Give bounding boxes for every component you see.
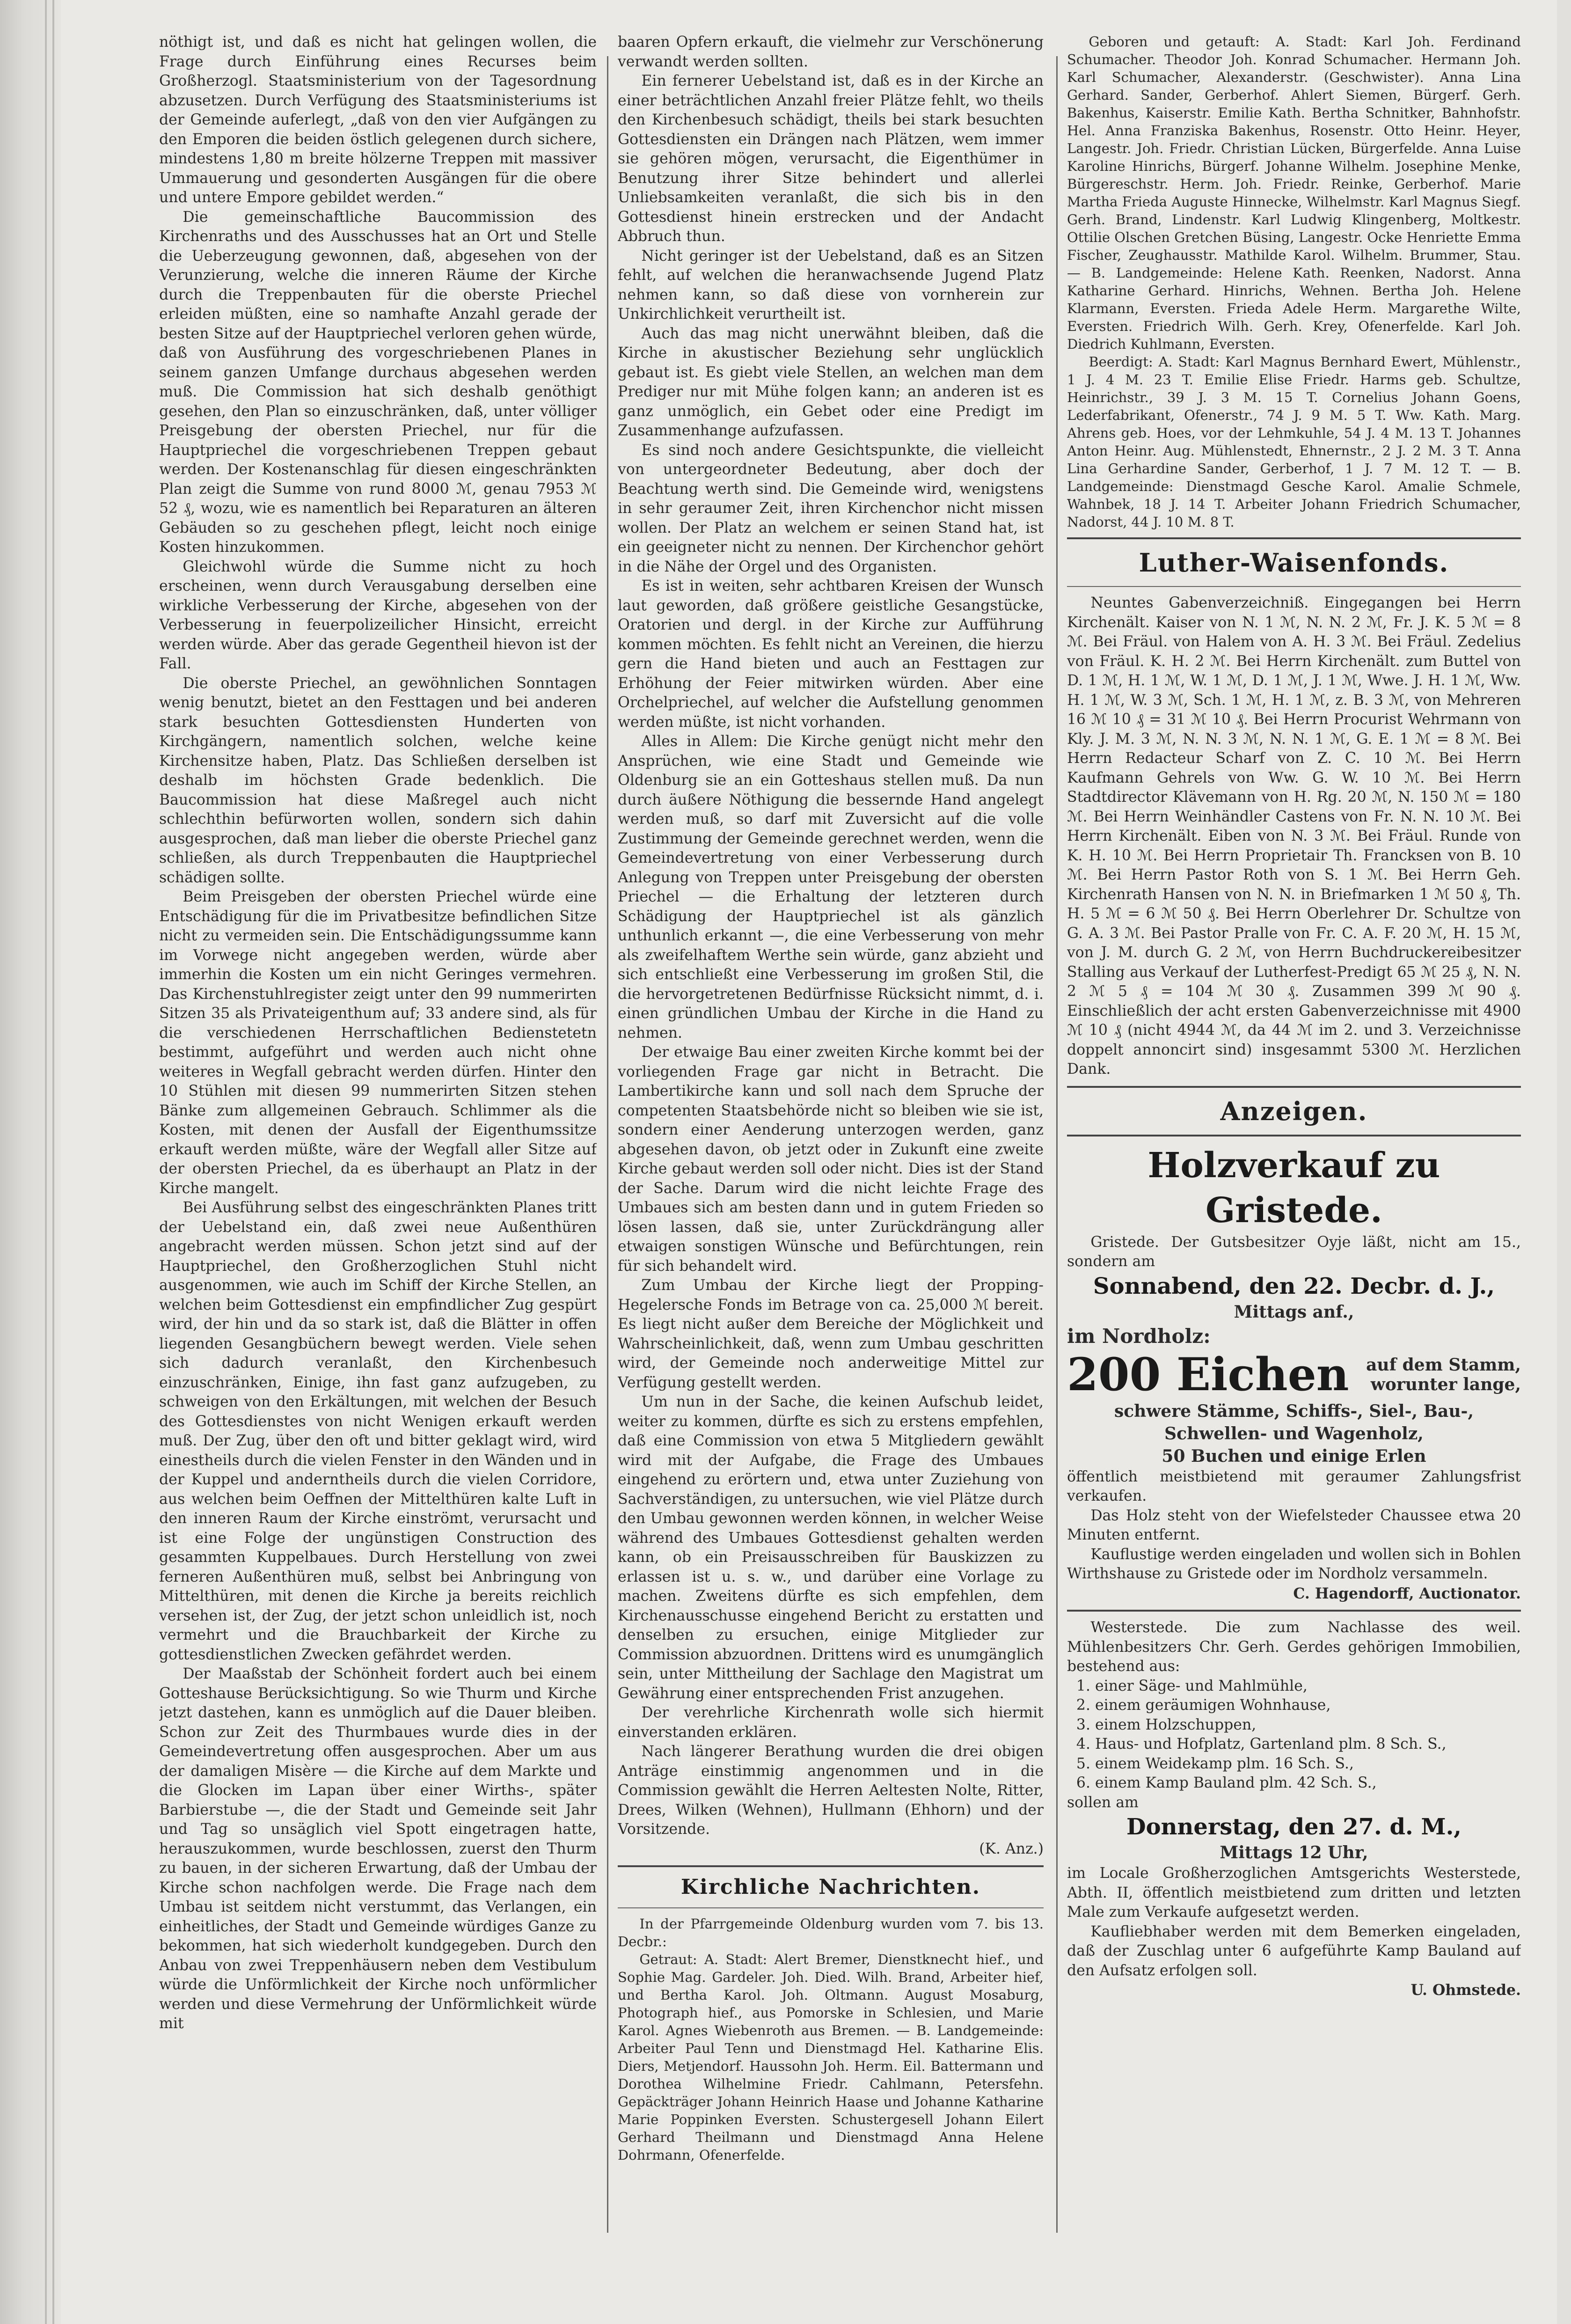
getraut-text: Getraut: A. Stadt: Alert Bremer, Dienstknecht hief., und Sophie Mag. Gardeler. Joh. Died. Wilh. Brand, Arbeiter hief, und Bertha Karol. Joh. Oltmann. August Mosaburg, Photograph hief., aus Pomorske in Schlesien, und Marie Karol. Agnes Wiebenroth aus Bremen. — B. Landgemeinde: Arbeiter Paul Tenn und Dienstmagd Hel. Katharine Elis. Diers, Metjendorf. Haussohn Joh. Herm. Eil. Battermann und Dorothea Wilhelmine Friedr. Cahlmann, Petersfehn. Gepäckträger Johann Heinrich Haase und Johanne Katharine Marie Poppinken Eversten. Schustergesell Johann Eilert Gerhard Theilmann und Dienstmagd Anna Helene Dohrmann, Ofenerfelde. <box>618 1951 1044 2163</box>
luther-waisenfonds-title: Luther-Waisenfonds. <box>1139 548 1449 578</box>
paragraph: Der etwaige Bau einer zweiten Kirche kommt bei der vorliegenden Frage gar nicht in Betracht. Die Lambertikirche kann und soll nach dem Spruche der competenten Staatsbehörde nicht so bleiben wie sie ist, sondern einer Aenderung unterzogen werden, ganz abgesehen davon, ob jetzt oder in Zukunft eine zweite Kirche gebaut werden soll oder nicht. Dies ist der Stand der Sache. Darum wird die nicht leichte Frage des Umbaues sich am besten dann und in gutem Frieden so lösen lassen, daß sie, unter Zurückdrängung aller etwaigen sonstigen Wünsche und Befürchtungen, rein für sich behandelt wird. <box>618 1044 1044 1275</box>
paragraph: nöthigt ist, und daß es nicht hat gelingen wollen, die Frage durch Einführung eines Recurses beim Großherzogl. Staatsministerium von der Tagesordnung abzusetzen. Durch Verfügung des Staatsministeriums ist der Gemeinde auferlegt, „daß von den vier Aufgängen zu den Emporen die beiden östlich gelegenen durch sichere, mindestens 1,80 m breite hölzerne Treppen mit massiver Ummauerung und gesonderten Ausgängen für die obere und untere Empore gebildet werden.“ <box>159 34 597 206</box>
section-divider <box>1067 586 1521 587</box>
column-rule-2 <box>1056 56 1058 2233</box>
ad-text: sollen am <box>1067 1794 1139 1811</box>
article-column-middle <box>618 33 1044 2233</box>
list-item: 6. einem Kamp Bauland plm. 42 Sch. S., <box>1095 1774 1521 1793</box>
article-column-left <box>159 33 597 2139</box>
paragraph: Nach längerer Berathung wurden die drei obigen Anträge einstimmig angenommen und in die Commission gewählt die Herren Aeltesten Nolte, Ritter, Drees, Wilken (Wehnen), Hullmann (Ehhorn) und der Vorsitzende. <box>618 1743 1044 1838</box>
ad-time: Mittags anf., <box>1234 1302 1354 1322</box>
notices-column-right <box>1067 33 1521 2200</box>
kirchliche-nachrichten-title: Kirchliche Nachrichten. <box>680 1875 981 1899</box>
paragraph: Es ist in weiten, sehr achtbaren Kreisen der Wunsch laut geworden, daß größere geistliche Gesangstücke, Oratorien und dergl. in der Kirche zur Aufführung kommen möchten. Es fehlt nicht an Vereinen, die hierzu gern die Hand bieten und auch an Festtagen zur Erhöhung der Feier mitwirken würden. Aber eine Orchelpriechel, auf welcher die Aufstellung genommen werden müßte, ist nicht vorhanden. <box>618 578 1044 731</box>
paragraph: baaren Opfern erkauft, die vielmehr zur Verschönerung verwandt werden sollten. <box>618 34 1044 70</box>
ad-holzverkauf <box>1067 1143 1521 1604</box>
paragraph: Der Maaßstab der Schönheit fordert auch bei einem Gotteshause Berücksichtigung. So wie Thurm und Kirche jetzt dastehen, kann es unmöglich auf die Dauer bleiben. Schon zur Zeit des Thurmbaues wurde dies in der Gemeindevertretung offen ausgesprochen. Aber um aus der damaligen Misère — die Kirche auf dem Markte und die Glocken im Lapan über einer Wirths-, später Barbierstube —, die der Stadt und Gemeinde seit Jahr und Tag so unsäglich viel Spott eingetragen hatte, herauszukommen, wurde beschlossen, zuerst den Thurm zu bauen, in der sicheren Erwartung, daß der Umbau der Kirche schon nachfolgen werde. Die Frage nach dem Umbau ist seitdem nicht verstummt, das Verlangen, ein einheitliches, der Stadt und Gemeinde würdiges Ganze zu bekommen, hat sich wiederholt kundgegeben. Durch den Anbau von zwei Treppenhäusern neben dem Vestibulum würde die Unförmlichkeit der Kirche noch unförmlicher werden und diese Vermehrung der Unförmlichkeit würde mit <box>159 1665 597 2032</box>
ad-eichen-note: auf dem Stamm, worunter lange, <box>1366 1355 1521 1394</box>
ad-headline: Holzverkauf zu Gristede. <box>1147 1145 1440 1231</box>
ad-text: Kaufliebhaber werden mit dem Bemerken eingeladen, daß der Zuschlag unter 6 aufgeführte Kamp Bauland auf den Aufsatz erfolgen soll. <box>1067 1923 1521 1979</box>
ad-text: Das Holz steht von der Wiefelsteder Chaussee etwa 20 Minuten entfernt. <box>1067 1507 1521 1543</box>
paragraph: Zum Umbau der Kirche liegt der Propping-Hegelersche Fonds im Betrage von ca. 25,000 ℳ bereit. Es liegt nicht außer dem Bereiche der Möglichkeit und Wahrscheinlichkeit, daß, wenn zum Umbau geschritten wird, der Gemeinde noch anderweitige Mittel zur Verfügung gestellt werden. <box>618 1277 1044 1391</box>
section-divider <box>618 1907 1044 1908</box>
ad-eichen: 200 Eichen <box>1067 1348 1349 1401</box>
section-divider <box>618 1865 1044 1867</box>
ad-signature: U. Ohmstede. <box>1410 1981 1521 1999</box>
ad-date: Donnerstag, den 27. d. M., <box>1126 1814 1461 1840</box>
list-item: 3. einem Holzschuppen, <box>1095 1716 1521 1735</box>
ad-place: im Nordholz: <box>1067 1324 1211 1348</box>
column-rule-1 <box>607 56 608 2233</box>
list-item: 1. einer Säge- und Mahlmühle, <box>1095 1677 1521 1696</box>
page-right-edge <box>1557 0 1571 2324</box>
ad-intro: Gristede. Der Gutsbesitzer Oyje läßt, nicht am 15., sondern am <box>1067 1233 1521 1270</box>
paragraph: Bei Ausführung selbst des eingeschränkten Planes tritt der Uebelstand ein, daß zwei neue Außenthüren angebracht werden müssen. Schon jetzt sind auf der Hauptpriechel, den Großherzoglichen Stuhl nicht ausgenommen, wie auch im Schiff der Kirche Stellen, an welchen beim Gottesdienst ein empfindlicher Zug gespürt wird, der hin und da so stark ist, daß die Blätter in offen liegenden Gesangbüchern bewegt werden. Viele sehen sich dadurch veranlaßt, den Kirchenbesuch einzuschränken, Einige, ihn fast ganz aufzugeben, zu schweigen von den Erkältungen, mit welchen der Besuch des Gottesdienstes von nicht Wenigen erkauft werden muß. Der Zug, über den oft und bitter geklagt wird, wird einestheils durch die vielen Fenster in den Wänden und in der Kuppel und anderntheils durch die vielen Corridore, aus welchen beim Oeffnen der Mittelthüren kalte Luft in den inneren Raum der Kirche einströmt, verursacht und ist eine Folge der ungünstigen Construction des gesammten Kuppelbaues. Durch Herstellung von zwei ferneren Außenthüren muß, selbst bei Anbringung von Mittelthüren, mit denen die Kirche ja bereits reichlich versehen ist, der Zug, der jetzt schon unleidlich ist, noch vermehrt und die Brauchbarkeit der Kirche zu gottesdienstlichen Zwecken gefährdet werden. <box>159 1199 597 1663</box>
paragraph: Nicht geringer ist der Uebelstand, daß es an Sitzen fehlt, auf welchen die heranwachsende Jugend Platz nehmen kann, so daß diese von vornherein zur Unkirchlichkeit verurtheilt ist. <box>618 247 1044 323</box>
paragraph: Beim Preisgeben der obersten Priechel würde eine Entschädigung für die im Privatbesitze befindlichen Sitze nicht zu vermeiden sein. Die Entschädigungssumme kann im Vorwege nicht angegeben werden, würde aber immerhin die Kosten um ein nicht Geringes vermehren. Das Kirchenstuhlregister zeigt unter den 99 nummerirten Sitzen 35 als Privateigenthum auf; 33 andere sind, als für die verschiedenen Herrschaftlichen Bedienstetetn bestimmt, aufgeführt und werden auch nicht ohne weiteres in Wegfall gebracht werden dürfen. Hinter den 10 Stühlen mit diesen 99 nummerirten Sitzen stehen Bänke zum allgemeinen Gebrauch. Schlimmer als die Kosten, mit denen der Ausfall der Eigenthumssitze erkauft werden müßte, wäre der Wegfall aller Sitze auf der obersten Priechel, da es überhaupt an Platz in der Kirche mangelt. <box>159 888 597 1197</box>
ad-wood-types: schwere Stämme, Schiffs-, Siel-, Bau-, Schwellen- und Wagenholz, <box>1114 1401 1474 1444</box>
anzeigen-title: Anzeigen. <box>1220 1096 1368 1126</box>
section-divider <box>1067 537 1521 539</box>
ad-date: Sonnabend, den 22. Decbr. d. J., <box>1093 1273 1495 1299</box>
section-divider <box>1067 1086 1521 1088</box>
kirchliche-intro: In der Pfarrgemeinde Oldenburg wurden vom 7. bis 13. Decbr.: <box>618 1916 1044 1950</box>
section-divider <box>1067 1610 1521 1612</box>
section-divider <box>1067 1135 1521 1136</box>
spine-edge-line <box>52 0 54 2324</box>
paragraph: Der verehrliche Kirchenrath wolle sich hiermit einverstanden erklären. <box>618 1704 1044 1741</box>
paragraph: Ein fernerer Uebelstand ist, daß es in der Kirche an einer beträchtlichen Anzahl freier Plätze fehlt, wo theils den Kirchenbesuch schädigt, theils bei stark besuchten Gottesdiensten ein Drängen nach Plätzen, wem immer sie gehören mögen, verursacht, die Eigenthümer in Benutzung ihrer Sitze behindert und allerlei Unliebsamkeiten veranlaßt, die sich bis in den Gottesdienst hinein erstrecken und der Andacht Abbruch thun. <box>618 73 1044 245</box>
paragraph: Auch das mag nicht unerwähnt bleiben, daß die Kirche in akustischer Beziehung sehr unglücklich gebaut ist. Es giebt viele Stellen, an welchen man dem Prediger nur mit Mühe folgen kann; an anderen ist es ganz unmöglich, ein Gebet oder eine Predigt im Zusammenhange aufzufassen. <box>618 325 1044 439</box>
immobilien-list <box>1067 1677 1521 1793</box>
paragraph: Gleichwohl würde die Summe nicht zu hoch erscheinen, wenn durch Verausgabung derselben eine wirkliche Verbesserung der Kirche, abgesehen von der Verbesserung in feuerpolizeilicher Hinsicht, erreicht werden würde. Aber das gerade Gegentheil hievon ist der Fall. <box>159 558 597 672</box>
list-item: 2. einem geräumigen Wohnhause, <box>1095 1696 1521 1716</box>
book-spine <box>0 0 61 2324</box>
ad-text: öffentlich meistbietend mit geraumer Zahlungsfrist verkaufen. <box>1067 1468 1521 1504</box>
ad-text: Kauflustige werden eingeladen und wollen sich in Bohlen Wirthshause zu Gristede oder im Nordholz versammeln. <box>1067 1546 1521 1582</box>
paragraph: Die oberste Priechel, an gewöhnlichen Sonntagen wenig benutzt, bietet an den Festtagen und bei anderen stark besuchten Gottesdiensten Hunderten von Kirchgängern, namentlich solchen, welche keine Kirchensitze haben, Platz. Das Schließen derselben ist deshalb im höchsten Grade bedenklich. Die Baucommission hat diese Maßregel auch nicht schlechthin befürworten wollen, sondern sich dahin ausgesprochen, daß man lieber die oberste Priechel ganz schließen, als durch Treppenbauten die Hauptpriechel schädigen sollte. <box>159 674 597 886</box>
ad-immobilien <box>1067 1618 1521 2000</box>
ad-buchen: 50 Buchen und einige Erlen <box>1162 1446 1426 1466</box>
gabenverzeichnis-text: Neuntes Gabenverzeichniß. Eingegangen bei Herrn Kirchenält. Kaiser von N. 1 ℳ, N. N. 2 ℳ, Fr. J. K. 5 ℳ = 8 ℳ. Bei Fräul. von Halem von A. H. 3 ℳ. Bei Fräul. Zedelius von Fräul. K. H. 2 ℳ. Bei Herrn Kirchenält. zum Buttel von D. 1 ℳ, H. 1 ℳ, W. 1 ℳ, D. 1 ℳ, J. 1 ℳ, Wwe. J. H. 1 ℳ, Ww. H. 1 ℳ, W. 3 ℳ, Sch. 1 ℳ, H. 1 ℳ, z. B. 3 ℳ, von Mehreren 16 ℳ 10 ₰ = 31 ℳ 10 ₰. Bei Herrn Procurist Wehrmann von Kly. J. M. 3 ℳ, N. N. 3 ℳ, N. N. 1 ℳ, G. E. 1 ℳ = 8 ℳ. Bei Herrn Redacteur Scharf von Z. C. 10 ℳ. Bei Herrn Kaufmann Gehrels von Ww. G. W. 10 ℳ. Bei Herrn Stadtdirector Klävemann von H. Rg. 20 ℳ, N. 150 ℳ = 180 ℳ. Bei Herrn Weinhändler Castens von Fr. N. N. 10 ℳ. Bei Herrn Kirchenält. Eiben von N. 3 ℳ. Bei Fräul. Runde von K. H. 10 ℳ. Bei Herrn Proprietair Th. Francksen von B. 10 ℳ. Bei Herrn Pastor Roth von S. 1 ℳ. Bei Herrn Geh. Kirchenrath Hansen von N. N. in Briefmarken 1 ℳ 50 ₰, Th. H. 5 ℳ = 6 ℳ 50 ₰. Bei Herrn Oberlehrer Dr. Schultze von G. A. 3 ℳ. Bei Pastor Pralle von Fr. C. A. F. 20 ℳ, H. 15 ℳ, von J. M. durch G. 2 ℳ, von Herrn Buchdruckereibesitzer Stalling aus Verkauf der Lutherfest-Predigt 65 ℳ 25 ₰, N. N. 2 ℳ 5 ₰ = 104 ℳ 30 ₰. Zusammen 399 ℳ 90 ₰. Einschließlich der acht ersten Gabenverzeichnisse mit 4900 ℳ 10 ₰ (nicht 4944 ℳ, da 44 ℳ im 2. und 3. Verzeichnisse doppelt annoncirt sind) insgesammt 5300 ℳ. Herzlichen Dank. <box>1067 594 1521 1078</box>
ad-text: im Locale Großherzoglichen Amtsgerichts Westerstede, Abth. II, öffentlich meistbietend zum dritten und letzten Male zum Verkaufe aufgesetzt werden. <box>1067 1865 1521 1921</box>
spine-edge-line <box>45 0 47 2324</box>
ad-intro: Westerstede. Die zum Nachlasse des weil. Mühlenbesitzers Chr. Gerh. Gerdes gehörigen Immobilien, bestehend aus: <box>1067 1619 1521 1675</box>
paragraph: Es sind noch andere Gesichtspunkte, die vielleicht von untergeordneter Bedeutung, aber doch der Beachtung werth sind. Die Gemeinde wird, wenigstens in sehr geraumer Zeit, ihren Kirchenchor nicht missen wollen. Der Platz an welchem er seinen Stand hat, ist ein geeigneter nicht zu nennen. Der Kirchenchor gehört in die Nähe der Orgel und des Organisten. <box>618 441 1044 575</box>
paragraph: Um nun in der Sache, die keinen Aufschub leidet, weiter zu kommen, dürfte es sich zu erstens empfehlen, daß eine Commission von etwa 5 Mitgliedern gewählt wird mit der Aufgabe, die Frage des Umbaues eingehend zu erörtern und, etwa unter Zuziehung von Sachverständigen, zu untersuchen, wie viel Plätze durch den Umbau gewonnen werden können, in welcher Weise während des Umbaues Gottesdienst gehalten werden kann, ob ein Preisausschreiben für Bauskizzen zu erlassen ist u. s. w., und darüber eine Vorlage zu machen. Zweitens dürfte es sich empfehlen, dem Kirchenausschusse eingehend Bericht zu erstatten und denselben zu ersuchen, einige Mitglieder zur Commission abzuordnen. Drittens wird es unumgänglich sein, unter Mittheilung der Sachlage den Magistrat um Gewährung einer entsprechenden Frist anzugehen. <box>618 1393 1044 1702</box>
source-signature: (K. Anz.) <box>979 1840 1044 1857</box>
geboren-text: Geboren und getauft: A. Stadt: Karl Joh. Ferdinand Schumacher. Theodor Joh. Konrad Schumacher. Hermann Joh. Karl Schumacher, Alexanderstr. (Geschwister). Anna Lina Gerhard. Sander, Gerberhof. Ahlert Siemen, Bürgerf. Gerh. Bakenhus, Kaiserstr. Emilie Kath. Bertha Schnitker, Bahnhofstr. Hel. Anna Franziska Bakenhus, Rosenstr. Otto Heinr. Heyer, Langestr. Joh. Friedr. Christian Lücken, Bürgerfelde. Anna Luise Karoline Hinrichs, Bürgerf. Johanne Wilhelm. Josephine Menke, Bürgereschstr. Herm. Joh. Friedr. Reinke, Gerberhof. Marie Martha Frieda Auguste Hinnecke, Wilhelmstr. Karl Magnus Siegf. Gerh. Brand, Lindenstr. Karl Ludwig Klingenberg, Moltkestr. Ottilie Olschen Gretchen Büsing, Langestr. Ocke Henriette Emma Fischer, Zeughausstr. Mathilde Karol. Wilhelm. Brummer, Stau. — B. Landgemeinde: Helene Kath. Reenken, Nadorst. Anna Katharine Gerhard. Hinrichs, Wehnen. Bertha Joh. Helene Klarmann, Eversten. Frieda Adele Herm. Margarethe Wilte, Eversten. Friedrich Wilh. Gerh. Krey, Ofenerfelde. Karl Joh. Diedrich Kuhlmann, Eversten. <box>1067 34 1521 352</box>
list-item: 4. Haus- und Hofplatz, Gartenland plm. 8 Sch. S., <box>1095 1735 1521 1754</box>
ad-signature: C. Hagendorff, Auctionator. <box>1293 1584 1521 1602</box>
ad-time: Mittags 12 Uhr, <box>1220 1843 1368 1862</box>
paragraph: Die gemeinschaftliche Baucommission des Kirchenraths und des Ausschusses hat an Ort und Stelle die Ueberzeugung gewonnen, daß, abgesehen von der Verunzierung, welche die inneren Räume der Kirche durch die Treppenbauten für die oberste Priechel erleiden müßten, eine so namhafte Anzahl gerade der besten Sitze auf der Hauptpriechel verloren gehen würde, daß von Ausführung des vorgeschriebenen Planes in seinem ganzen Umfange durchaus abgesehen werden muß. Die Commission hat sich deshalb genöthigt gesehen, den Plan so einzuschränken, daß, unter völliger Preisgebung der obersten Priechel, nur für die Hauptpriechel die vorgeschriebenen Treppen gebaut werden. Der Kostenanschlag für diesen eingeschränkten Plan zeigt die Summe von rund 8000 ℳ, genau 7953 ℳ 52 ₰, wozu, wie es namentlich bei Reparaturen an älteren Gebäuden so zu geschehen pflegt, leicht noch einige Kosten hinzukommen. <box>159 208 597 556</box>
beerdigt-text: Beerdigt: A. Stadt: Karl Magnus Bernhard Ewert, Mühlenstr., 1 J. 4 M. 23 T. Emilie Elise Friedr. Harms geb. Schultze, Heinrichstr., 39 J. 3 M. 15 T. Cornelius Johann Goens, Lederfabrikant, Ofenerstr., 74 J. 9 M. 5 T. Ww. Kath. Marg. Ahrens geb. Hoes, vor der Lehmkuhle, 54 J. 4 M. 13 T. Johannes Anton Heinr. Aug. Mühlenstedt, Ehnernstr., 2 J. 2 M. 3 T. Anna Lina Gerhardine Sander, Gerberhof, 1 J. 7 M. 12 T. — B. Landgemeinde: Dienstmagd Gesche Karol. Amalie Schmele, Wahnbek, 18 J. 14 T. Arbeiter Johann Friedrich Schumacher, Nadorst, 44 J. 10 M. 8 T. <box>1067 354 1521 530</box>
list-item: 5. einem Weidekamp plm. 16 Sch. S., <box>1095 1754 1521 1774</box>
paragraph: Alles in Allem: Die Kirche genügt nicht mehr den Ansprüchen, wie eine Stadt und Gemeinde wie Oldenburg sie an ein Gotteshaus stellen muß. Da nun durch äußere Nöthigung die bessernde Hand angelegt werden muß, so darf mit Zuversicht auf die volle Zustimmung der Gemeinde gerechnet werden, wenn die Gemeindevertretung von einer Verbesserung durch Anlegung von Treppen unter Preisgebung der obersten Priechel — die Erhaltung der letzteren durch Schädigung der Hauptpriechel ist als gänzlich unthunlich erkannt —, die eine Verbesserung von mehr als zweifelhaftem Werthe sein würde, ganz abzieht und sich entschließt eine Verbesserung im großen Stil, die die hervorgetretenen Bedürfnisse Rücksicht nimmt, d. i. einen gründlichen Umbau der Kirche in die Hand zu nehmen. <box>618 733 1044 1041</box>
